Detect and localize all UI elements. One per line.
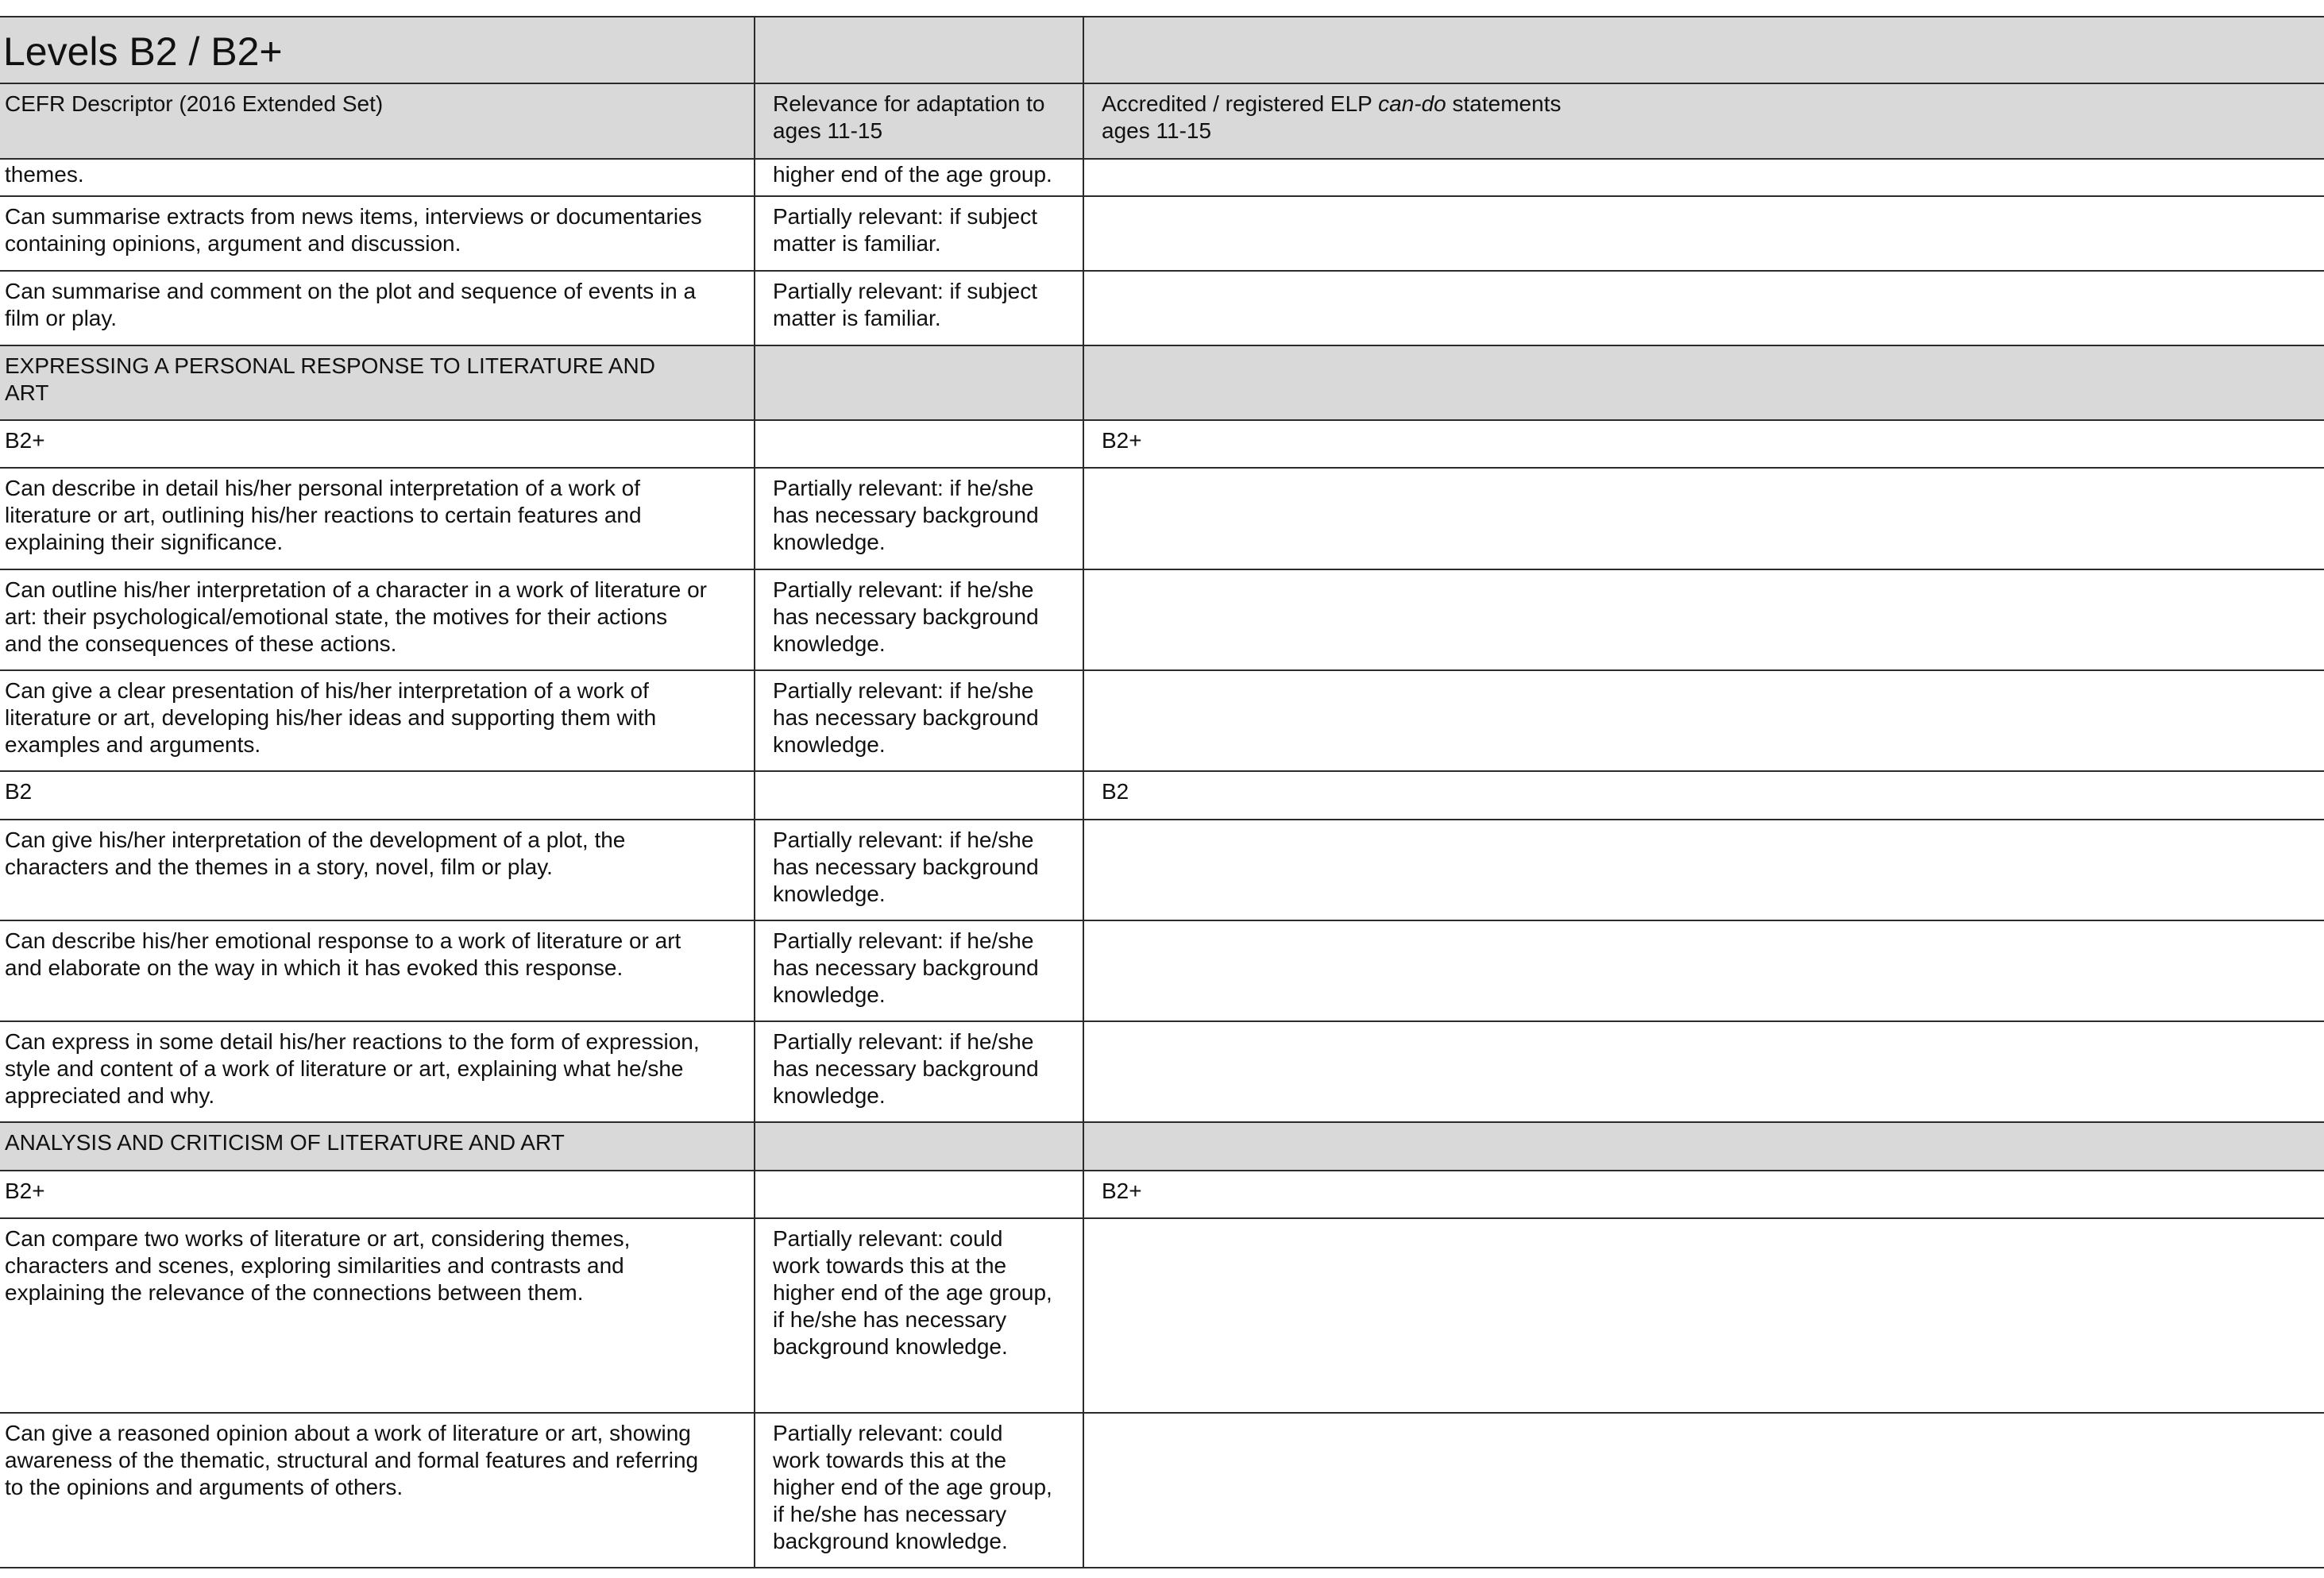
header-row bbox=[0, 83, 2324, 159]
relevance-cell: Partially relevant: if he/she has necessary background knowledge. bbox=[755, 569, 1083, 670]
section-heading-row bbox=[0, 1122, 2324, 1171]
relevance-cell bbox=[755, 345, 1083, 420]
relevance-cell bbox=[755, 1122, 1083, 1171]
elp-cell bbox=[1083, 920, 2324, 1021]
descriptor-cell: Can give a reasoned opinion about a work of literature or art, showing awareness of the thematic, structural and formal features and referring to the opinions and arguments of others. bbox=[0, 1413, 755, 1568]
table-row bbox=[0, 468, 2324, 569]
header-elp-statements bbox=[1083, 83, 2324, 159]
relevance-cell: Partially relevant: could work towards this at the higher end of the age group, if he/she has necessary background knowledge. bbox=[755, 1413, 1083, 1568]
table-row bbox=[0, 670, 2324, 771]
section-heading: EXPRESSING A PERSONAL RESPONSE TO LITERATURE AND ART bbox=[0, 345, 755, 420]
elp-cell bbox=[1083, 820, 2324, 920]
elp-cell bbox=[1083, 345, 2324, 420]
elp-cell bbox=[1083, 670, 2324, 771]
descriptor-cell: Can describe his/her emotional response to a work of literature or art and elaborate on the way in which it has evoked this response. bbox=[0, 920, 755, 1021]
descriptor-cell: Can outline his/her interpretation of a character in a work of literature or art: their psychological/emotional state, the motives for their actions and the consequences of these actions. bbox=[0, 569, 755, 670]
level-row bbox=[0, 420, 2324, 468]
header-elp-can-do: can-do bbox=[1378, 91, 1446, 116]
elp-cell bbox=[1083, 1218, 2324, 1413]
level-row bbox=[0, 1171, 2324, 1218]
section-heading: ANALYSIS AND CRITICISM OF LITERATURE AND ART bbox=[0, 1122, 755, 1171]
header-elp-text-2: statements bbox=[1446, 91, 1562, 116]
elp-cell bbox=[1083, 1021, 2324, 1122]
table-row bbox=[0, 1218, 2324, 1413]
relevance-cell bbox=[755, 420, 1083, 468]
relevance-cell: Partially relevant: if subject matter is familiar. bbox=[755, 196, 1083, 271]
document-page bbox=[0, 16, 2324, 1568]
table-title: Levels B2 / B2+ bbox=[0, 17, 755, 83]
table-row bbox=[0, 271, 2324, 345]
header-elp-ages: ages 11-15 bbox=[1102, 118, 1212, 143]
header-cefr-descriptor: CEFR Descriptor (2016 Extended Set) bbox=[0, 83, 755, 159]
descriptor-cell: Can give a clear presentation of his/her interpretation of a work of literature or art, developing his/her ideas and supporting them with examples and arguments. bbox=[0, 670, 755, 771]
descriptor-cell: Can describe in detail his/her personal interpretation of a work of literature or art, outlining his/her reactions to certain features and explaining their significance. bbox=[0, 468, 755, 569]
elp-cell bbox=[1083, 159, 2324, 196]
descriptor-cell: Can summarise extracts from news items, interviews or documentaries containing opinions, argument and discussion. bbox=[0, 196, 755, 271]
header-relevance: Relevance for adaptation to ages 11-15 bbox=[755, 83, 1083, 159]
level-label: B2 bbox=[0, 771, 755, 820]
relevance-cell: Partially relevant: could work towards this at the higher end of the age group, if he/she has necessary background knowledge. bbox=[755, 1218, 1083, 1413]
table-row bbox=[0, 569, 2324, 670]
table-row bbox=[0, 196, 2324, 271]
section-heading-row bbox=[0, 345, 2324, 420]
elp-cell bbox=[1083, 569, 2324, 670]
level-label: B2+ bbox=[1083, 1171, 2324, 1218]
elp-cell bbox=[1083, 1413, 2324, 1568]
relevance-cell bbox=[755, 771, 1083, 820]
level-row bbox=[0, 771, 2324, 820]
elp-cell bbox=[1083, 196, 2324, 271]
descriptor-cell: themes. bbox=[0, 159, 755, 196]
elp-cell bbox=[1083, 1122, 2324, 1171]
table-row bbox=[0, 1021, 2324, 1122]
relevance-cell: higher end of the age group. bbox=[755, 159, 1083, 196]
elp-cell bbox=[1083, 468, 2324, 569]
relevance-cell bbox=[755, 1171, 1083, 1218]
level-label: B2 bbox=[1083, 771, 2324, 820]
title-row bbox=[0, 17, 2324, 83]
relevance-cell: Partially relevant: if he/she has necessary background knowledge. bbox=[755, 920, 1083, 1021]
table-row bbox=[0, 820, 2324, 920]
header-elp-text-1: Accredited / registered ELP bbox=[1102, 91, 1379, 116]
title-empty-cell bbox=[755, 17, 1083, 83]
relevance-cell: Partially relevant: if he/she has necessary background knowledge. bbox=[755, 820, 1083, 920]
relevance-cell: Partially relevant: if he/she has necessary background knowledge. bbox=[755, 670, 1083, 771]
elp-cell bbox=[1083, 271, 2324, 345]
level-label: B2+ bbox=[1083, 420, 2324, 468]
title-empty-cell bbox=[1083, 17, 2324, 83]
relevance-cell: Partially relevant: if he/she has necessary background knowledge. bbox=[755, 468, 1083, 569]
descriptor-cell: Can express in some detail his/her reactions to the form of expression, style and content of a work of literature or art, explaining what he/she appreciated and why. bbox=[0, 1021, 755, 1122]
descriptor-cell: Can summarise and comment on the plot and sequence of events in a film or play. bbox=[0, 271, 755, 345]
level-label: B2+ bbox=[0, 1171, 755, 1218]
table-row bbox=[0, 159, 2324, 196]
table-row bbox=[0, 1413, 2324, 1568]
descriptor-cell: Can compare two works of literature or art, considering themes, characters and scenes, exploring similarities and contrasts and explaining the relevance of the connections between them. bbox=[0, 1218, 755, 1413]
relevance-cell: Partially relevant: if he/she has necessary background knowledge. bbox=[755, 1021, 1083, 1122]
table-row bbox=[0, 920, 2324, 1021]
descriptor-cell: Can give his/her interpretation of the development of a plot, the characters and the themes in a story, novel, film or play. bbox=[0, 820, 755, 920]
relevance-cell: Partially relevant: if subject matter is familiar. bbox=[755, 271, 1083, 345]
cefr-descriptor-table bbox=[0, 16, 2324, 1568]
level-label: B2+ bbox=[0, 420, 755, 468]
